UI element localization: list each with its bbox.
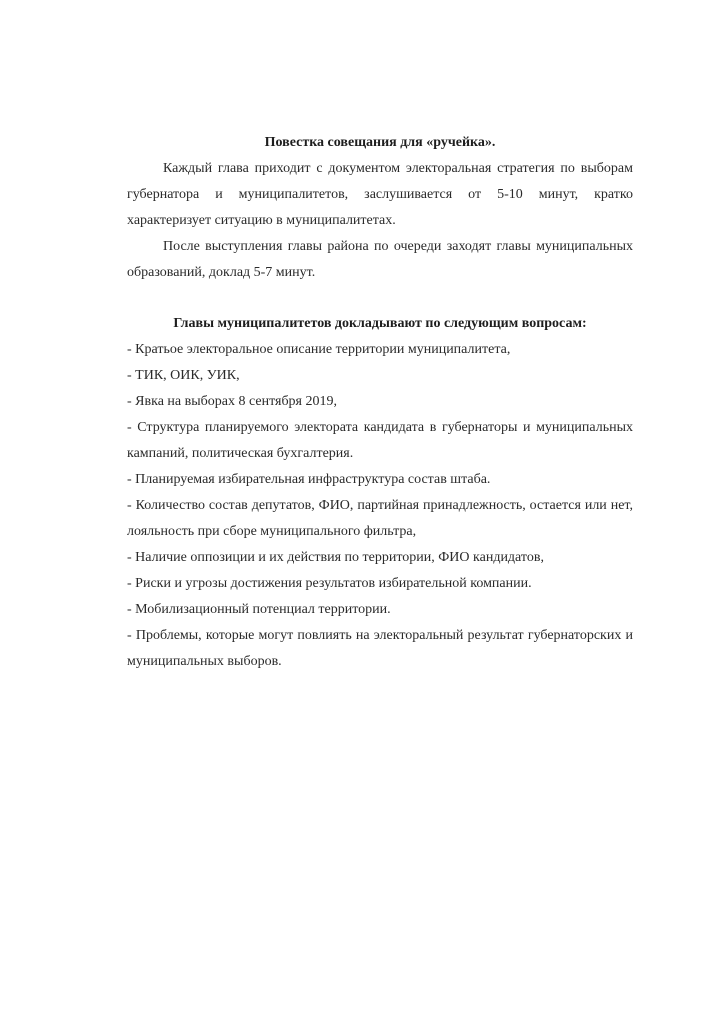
list-item: - ТИК, ОИК, УИК,: [127, 368, 240, 383]
list-item: - Планируемая избирательная инфраструктура состав штаба.: [127, 472, 491, 487]
list-item: - Проблемы, которые могут повлиять на электоральный результат губернаторских и муниципальных выборов.: [127, 628, 633, 669]
list-item: - Кратьое электоральное описание территории муниципалитета,: [127, 342, 511, 357]
paragraph-1: Каждый глава приходит с документом электоральная стратегия по выборам губернатора и муниципалитетов, заслушивается от 5-10 минут, кратко характеризует ситуацию в муниципалитетах.: [127, 161, 633, 228]
list-item: - Явка на выборах 8 сентября 2019,: [127, 394, 337, 409]
list-item: - Мобилизационный потенциал территории.: [127, 602, 391, 617]
paragraph-2: После выступления главы района по очереди заходят главы муниципальных образований, доклад 5-7 минут.: [127, 239, 633, 280]
list-item: - Структура планируемого электората кандидата в губернаторы и муниципальных кампаний, политическая бухгалтерия.: [127, 420, 633, 461]
list-item: - Количество состав депутатов, ФИО, партийная принадлежность, остается или нет, лояльность при сборе муниципального фильтра,: [127, 498, 633, 539]
document-body: [127, 130, 633, 675]
document-title: Повестка совещания для «ручейка».: [264, 135, 496, 150]
list-item: - Риски и угрозы достижения результатов избирательной компании.: [127, 576, 532, 591]
list-item: - Наличие оппозиции и их действия по территории, ФИО кандидатов,: [127, 550, 544, 565]
questions-heading: Главы муниципалитетов докладывают по следующим вопросам:: [173, 316, 587, 331]
questions-list: [127, 337, 633, 675]
